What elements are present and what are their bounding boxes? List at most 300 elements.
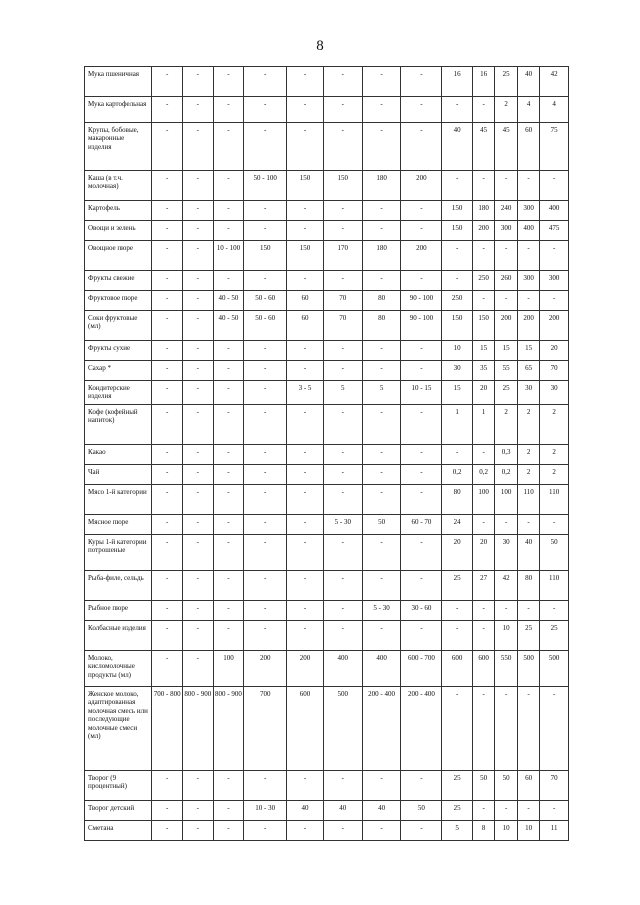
norm-value-cell: 0,2: [472, 465, 494, 485]
table-row: [85, 445, 569, 465]
norm-value-cell: -: [442, 241, 473, 271]
norm-value-cell: 30: [517, 381, 539, 405]
table-row: [85, 291, 569, 311]
norm-value-cell: -: [323, 485, 362, 515]
norm-value-cell: -: [244, 445, 287, 465]
norm-value-cell: 50: [362, 515, 401, 535]
norm-value-cell: -: [472, 801, 494, 821]
norm-value-cell: 10: [442, 341, 473, 361]
norm-value-cell: 60: [287, 311, 324, 341]
norm-value-cell: -: [442, 271, 473, 291]
table-row: [85, 571, 569, 601]
product-name-cell: Колбасные изделия: [85, 621, 152, 651]
norm-value-cell: -: [183, 485, 214, 515]
table-row: [85, 771, 569, 801]
norm-value-cell: 150: [472, 311, 494, 341]
norm-value-cell: 24: [442, 515, 473, 535]
norm-value-cell: -: [213, 123, 244, 171]
norm-value-cell: 80: [362, 291, 401, 311]
norm-value-cell: 30 - 60: [401, 601, 442, 621]
norm-value-cell: -: [152, 485, 183, 515]
table-body: [85, 67, 569, 841]
norm-value-cell: -: [152, 271, 183, 291]
norm-value-cell: 260: [495, 271, 517, 291]
norm-value-cell: -: [401, 123, 442, 171]
norm-value-cell: 150: [323, 171, 362, 201]
norm-value-cell: 400: [517, 221, 539, 241]
norm-value-cell: -: [152, 171, 183, 201]
norm-value-cell: -: [540, 241, 569, 271]
norm-value-cell: 55: [495, 361, 517, 381]
norm-value-cell: -: [442, 171, 473, 201]
table-row: [85, 311, 569, 341]
table-row: [85, 515, 569, 535]
norm-value-cell: -: [287, 123, 324, 171]
norm-value-cell: 15: [472, 341, 494, 361]
norm-value-cell: 0,2: [495, 465, 517, 485]
norm-value-cell: -: [183, 97, 214, 123]
norm-value-cell: -: [183, 621, 214, 651]
norm-value-cell: -: [401, 67, 442, 97]
norm-value-cell: -: [540, 291, 569, 311]
norm-value-cell: 2: [495, 405, 517, 445]
norm-value-cell: -: [244, 515, 287, 535]
norm-value-cell: -: [323, 341, 362, 361]
norm-value-cell: 90 - 100: [401, 291, 442, 311]
norm-value-cell: 50 - 60: [244, 311, 287, 341]
norm-value-cell: -: [472, 445, 494, 465]
norm-value-cell: 4: [540, 97, 569, 123]
norm-value-cell: 240: [495, 201, 517, 221]
norm-value-cell: -: [152, 651, 183, 687]
norm-value-cell: -: [495, 515, 517, 535]
norm-value-cell: -: [183, 221, 214, 241]
norm-value-cell: 27: [472, 571, 494, 601]
product-name-cell: Молоко, кисломолочные продукты (мл): [85, 651, 152, 687]
norm-value-cell: -: [213, 621, 244, 651]
norm-value-cell: -: [152, 201, 183, 221]
norm-value-cell: -: [323, 271, 362, 291]
norm-value-cell: -: [183, 601, 214, 621]
norm-value-cell: 0,2: [442, 465, 473, 485]
norm-value-cell: -: [287, 485, 324, 515]
norm-value-cell: 16: [472, 67, 494, 97]
norm-value-cell: 20: [472, 381, 494, 405]
norm-value-cell: -: [213, 67, 244, 97]
norm-value-cell: 60: [287, 291, 324, 311]
product-name-cell: Фруктовое пюре: [85, 291, 152, 311]
product-name-cell: Овощи и зелень: [85, 221, 152, 241]
norm-value-cell: -: [183, 291, 214, 311]
table-row: [85, 821, 569, 841]
norm-value-cell: -: [401, 621, 442, 651]
norm-value-cell: -: [287, 771, 324, 801]
norm-value-cell: 70: [323, 291, 362, 311]
table-row: [85, 687, 569, 771]
norm-value-cell: -: [362, 445, 401, 465]
norm-value-cell: 5: [362, 381, 401, 405]
norm-value-cell: -: [401, 485, 442, 515]
norm-value-cell: 20: [472, 535, 494, 571]
norm-value-cell: -: [152, 67, 183, 97]
norm-value-cell: 40 - 50: [213, 291, 244, 311]
table-row: [85, 801, 569, 821]
norm-value-cell: 300: [495, 221, 517, 241]
table-row: [85, 651, 569, 687]
table-row: [85, 405, 569, 445]
table-row: [85, 241, 569, 271]
norm-value-cell: -: [323, 571, 362, 601]
norm-value-cell: -: [495, 241, 517, 271]
norm-value-cell: 50 - 60: [244, 291, 287, 311]
norm-value-cell: 2: [517, 445, 539, 465]
norm-value-cell: -: [472, 97, 494, 123]
product-name-cell: Овощное пюре: [85, 241, 152, 271]
norm-value-cell: -: [495, 801, 517, 821]
norm-value-cell: -: [213, 381, 244, 405]
norm-value-cell: -: [244, 601, 287, 621]
product-name-cell: Какао: [85, 445, 152, 465]
norm-value-cell: -: [244, 381, 287, 405]
norm-value-cell: 15: [517, 341, 539, 361]
norm-value-cell: 10 - 100: [213, 241, 244, 271]
norm-value-cell: 11: [540, 821, 569, 841]
norm-value-cell: -: [401, 465, 442, 485]
norm-value-cell: -: [401, 97, 442, 123]
norm-value-cell: 400: [540, 201, 569, 221]
norm-value-cell: 400: [323, 651, 362, 687]
norm-value-cell: 25: [442, 571, 473, 601]
norm-value-cell: -: [244, 621, 287, 651]
norm-value-cell: 70: [540, 771, 569, 801]
table-row: [85, 535, 569, 571]
norm-value-cell: 10: [517, 821, 539, 841]
norm-value-cell: -: [323, 621, 362, 651]
norm-value-cell: -: [401, 821, 442, 841]
norm-value-cell: 200: [472, 221, 494, 241]
norm-value-cell: 25: [442, 801, 473, 821]
norm-value-cell: 65: [517, 361, 539, 381]
norm-value-cell: -: [517, 687, 539, 771]
norm-value-cell: 600: [287, 687, 324, 771]
norm-value-cell: 110: [517, 485, 539, 515]
norm-value-cell: -: [152, 601, 183, 621]
norm-value-cell: -: [183, 341, 214, 361]
table-row: [85, 381, 569, 405]
table-row: [85, 621, 569, 651]
norm-value-cell: -: [517, 515, 539, 535]
norm-value-cell: 500: [517, 651, 539, 687]
norm-value-cell: -: [401, 201, 442, 221]
norm-value-cell: -: [540, 601, 569, 621]
norm-value-cell: 8: [472, 821, 494, 841]
norm-value-cell: -: [401, 445, 442, 465]
norm-value-cell: -: [287, 361, 324, 381]
norm-value-cell: -: [362, 485, 401, 515]
norm-value-cell: -: [517, 241, 539, 271]
norm-value-cell: 45: [472, 123, 494, 171]
norm-value-cell: -: [472, 601, 494, 621]
norm-value-cell: 200: [540, 311, 569, 341]
norm-value-cell: -: [287, 201, 324, 221]
norm-value-cell: 180: [362, 241, 401, 271]
norm-value-cell: -: [152, 535, 183, 571]
norm-value-cell: -: [213, 771, 244, 801]
norm-value-cell: -: [540, 515, 569, 535]
norm-value-cell: -: [362, 221, 401, 241]
norm-value-cell: -: [152, 341, 183, 361]
norm-value-cell: 50 - 100: [244, 171, 287, 201]
norm-value-cell: 100: [472, 485, 494, 515]
norm-value-cell: 70: [540, 361, 569, 381]
norm-value-cell: 150: [442, 201, 473, 221]
norm-value-cell: -: [152, 571, 183, 601]
norm-value-cell: 40: [442, 123, 473, 171]
norm-value-cell: -: [287, 445, 324, 465]
norm-value-cell: -: [183, 67, 214, 97]
norm-value-cell: -: [323, 123, 362, 171]
norm-value-cell: -: [472, 621, 494, 651]
product-name-cell: Кондитерские изделия: [85, 381, 152, 405]
norm-value-cell: -: [495, 687, 517, 771]
product-name-cell: Чай: [85, 465, 152, 485]
norm-value-cell: -: [213, 171, 244, 201]
norm-value-cell: -: [287, 571, 324, 601]
norm-value-cell: 25: [495, 381, 517, 405]
norm-value-cell: -: [152, 465, 183, 485]
norm-value-cell: -: [183, 535, 214, 571]
norm-value-cell: -: [213, 361, 244, 381]
norm-value-cell: 110: [540, 485, 569, 515]
norm-value-cell: 40: [287, 801, 324, 821]
norm-value-cell: 1: [472, 405, 494, 445]
product-name-cell: Рыба-филе, сельдь: [85, 571, 152, 601]
norm-value-cell: -: [183, 571, 214, 601]
norm-value-cell: -: [213, 465, 244, 485]
norm-value-cell: -: [401, 405, 442, 445]
norm-value-cell: -: [362, 771, 401, 801]
norm-value-cell: -: [213, 97, 244, 123]
norm-value-cell: 25: [517, 621, 539, 651]
norm-value-cell: -: [183, 123, 214, 171]
norm-value-cell: -: [442, 97, 473, 123]
norm-value-cell: -: [472, 171, 494, 201]
norm-value-cell: 42: [495, 571, 517, 601]
norm-value-cell: -: [323, 535, 362, 571]
norm-value-cell: 150: [442, 221, 473, 241]
norm-value-cell: -: [152, 821, 183, 841]
norm-value-cell: -: [362, 201, 401, 221]
product-name-cell: Фрукты сухие: [85, 341, 152, 361]
norm-value-cell: -: [472, 241, 494, 271]
norm-value-cell: 60: [517, 771, 539, 801]
norm-value-cell: -: [495, 601, 517, 621]
norm-value-cell: -: [362, 97, 401, 123]
norm-value-cell: -: [323, 601, 362, 621]
norm-value-cell: 180: [472, 201, 494, 221]
product-name-cell: Сметана: [85, 821, 152, 841]
norm-value-cell: -: [323, 465, 362, 485]
norm-value-cell: -: [401, 571, 442, 601]
norm-value-cell: -: [323, 771, 362, 801]
norm-value-cell: -: [401, 341, 442, 361]
norm-value-cell: -: [244, 341, 287, 361]
product-name-cell: Крупы, бобовые, макаронные изделия: [85, 123, 152, 171]
norm-value-cell: -: [362, 341, 401, 361]
norm-value-cell: -: [472, 687, 494, 771]
norm-value-cell: -: [287, 601, 324, 621]
product-name-cell: Женское молоко, адаптированная молочная смесь или последующие молочные смеси (мл): [85, 687, 152, 771]
norm-value-cell: -: [287, 97, 324, 123]
norm-value-cell: -: [362, 535, 401, 571]
norm-value-cell: 2: [540, 465, 569, 485]
norm-value-cell: -: [152, 97, 183, 123]
norm-value-cell: 200: [401, 171, 442, 201]
norm-value-cell: -: [495, 291, 517, 311]
norm-value-cell: -: [442, 687, 473, 771]
norm-value-cell: 35: [472, 361, 494, 381]
norm-value-cell: -: [287, 67, 324, 97]
norm-value-cell: 40: [517, 67, 539, 97]
product-name-cell: Фрукты свежие: [85, 271, 152, 291]
norm-value-cell: -: [213, 601, 244, 621]
norm-value-cell: 40: [323, 801, 362, 821]
norm-value-cell: 30: [495, 535, 517, 571]
norm-value-cell: -: [362, 821, 401, 841]
norm-value-cell: -: [183, 271, 214, 291]
product-name-cell: Сахар *: [85, 361, 152, 381]
norm-value-cell: -: [401, 535, 442, 571]
norm-value-cell: 200: [401, 241, 442, 271]
norm-value-cell: -: [517, 601, 539, 621]
norm-value-cell: 200 - 400: [401, 687, 442, 771]
norm-value-cell: 400: [362, 651, 401, 687]
norm-value-cell: 40: [517, 535, 539, 571]
norm-value-cell: 100: [213, 651, 244, 687]
norm-value-cell: -: [244, 485, 287, 515]
norm-value-cell: -: [244, 123, 287, 171]
norm-value-cell: -: [540, 801, 569, 821]
norm-value-cell: 25: [495, 67, 517, 97]
norm-value-cell: -: [183, 405, 214, 445]
norm-value-cell: -: [152, 241, 183, 271]
table-row: [85, 171, 569, 201]
table-row: [85, 601, 569, 621]
norm-value-cell: 100: [495, 485, 517, 515]
norm-value-cell: 30: [442, 361, 473, 381]
norm-value-cell: -: [213, 271, 244, 291]
table-row: [85, 123, 569, 171]
table-row: [85, 465, 569, 485]
norm-value-cell: -: [244, 821, 287, 841]
norm-value-cell: -: [323, 221, 362, 241]
product-name-cell: Каша (в т.ч. молочная): [85, 171, 152, 201]
norm-value-cell: -: [323, 405, 362, 445]
norm-value-cell: -: [183, 311, 214, 341]
norm-value-cell: 110: [540, 571, 569, 601]
product-name-cell: Творог (9 процентный): [85, 771, 152, 801]
norm-value-cell: 4: [517, 97, 539, 123]
norm-value-cell: 250: [472, 271, 494, 291]
norm-value-cell: -: [540, 687, 569, 771]
norm-value-cell: -: [287, 271, 324, 291]
norm-value-cell: -: [517, 171, 539, 201]
norm-value-cell: -: [287, 341, 324, 361]
norm-value-cell: 20: [442, 535, 473, 571]
norm-value-cell: 200: [287, 651, 324, 687]
norm-value-cell: -: [244, 271, 287, 291]
norm-value-cell: 5 - 30: [323, 515, 362, 535]
norm-value-cell: 5: [323, 381, 362, 405]
norm-value-cell: 150: [442, 311, 473, 341]
table-row: [85, 271, 569, 291]
norm-value-cell: 2: [517, 465, 539, 485]
product-name-cell: Мука картофельная: [85, 97, 152, 123]
norm-value-cell: -: [323, 201, 362, 221]
norm-value-cell: -: [287, 821, 324, 841]
norm-value-cell: -: [183, 361, 214, 381]
norm-value-cell: 150: [287, 241, 324, 271]
norm-value-cell: -: [213, 515, 244, 535]
norm-value-cell: -: [183, 801, 214, 821]
norm-value-cell: 150: [287, 171, 324, 201]
norm-value-cell: -: [213, 485, 244, 515]
norm-value-cell: 80: [442, 485, 473, 515]
norm-value-cell: 15: [495, 341, 517, 361]
norm-value-cell: 50: [495, 771, 517, 801]
norm-value-cell: 80: [517, 571, 539, 601]
norm-value-cell: 2: [495, 97, 517, 123]
norm-value-cell: 75: [540, 123, 569, 171]
norm-value-cell: -: [323, 361, 362, 381]
norm-value-cell: -: [401, 221, 442, 241]
norm-value-cell: -: [495, 171, 517, 201]
norm-value-cell: -: [152, 361, 183, 381]
norm-value-cell: -: [244, 97, 287, 123]
norm-value-cell: 800 - 900: [183, 687, 214, 771]
norm-value-cell: 60: [517, 123, 539, 171]
norm-value-cell: -: [244, 361, 287, 381]
norm-value-cell: 1: [442, 405, 473, 445]
norm-value-cell: 50: [540, 535, 569, 571]
norm-value-cell: 20: [540, 341, 569, 361]
norm-value-cell: 600: [472, 651, 494, 687]
norm-value-cell: 170: [323, 241, 362, 271]
norm-value-cell: 5: [442, 821, 473, 841]
product-name-cell: Творог детский: [85, 801, 152, 821]
norm-value-cell: -: [213, 801, 244, 821]
norm-value-cell: 800 - 900: [213, 687, 244, 771]
norm-value-cell: -: [152, 311, 183, 341]
table-row: [85, 341, 569, 361]
norm-value-cell: -: [244, 201, 287, 221]
norm-value-cell: -: [213, 571, 244, 601]
norm-value-cell: -: [244, 221, 287, 241]
norm-value-cell: -: [152, 445, 183, 465]
norm-value-cell: -: [152, 221, 183, 241]
norm-value-cell: 200 - 400: [362, 687, 401, 771]
norm-value-cell: -: [152, 123, 183, 171]
norm-value-cell: 25: [540, 621, 569, 651]
norm-value-cell: 2: [517, 405, 539, 445]
norm-value-cell: 300: [517, 201, 539, 221]
norm-value-cell: -: [152, 405, 183, 445]
norm-value-cell: 200: [517, 311, 539, 341]
product-name-cell: Мясное пюре: [85, 515, 152, 535]
norm-value-cell: -: [213, 445, 244, 465]
norm-value-cell: 0,3: [495, 445, 517, 465]
norm-value-cell: 600: [442, 651, 473, 687]
